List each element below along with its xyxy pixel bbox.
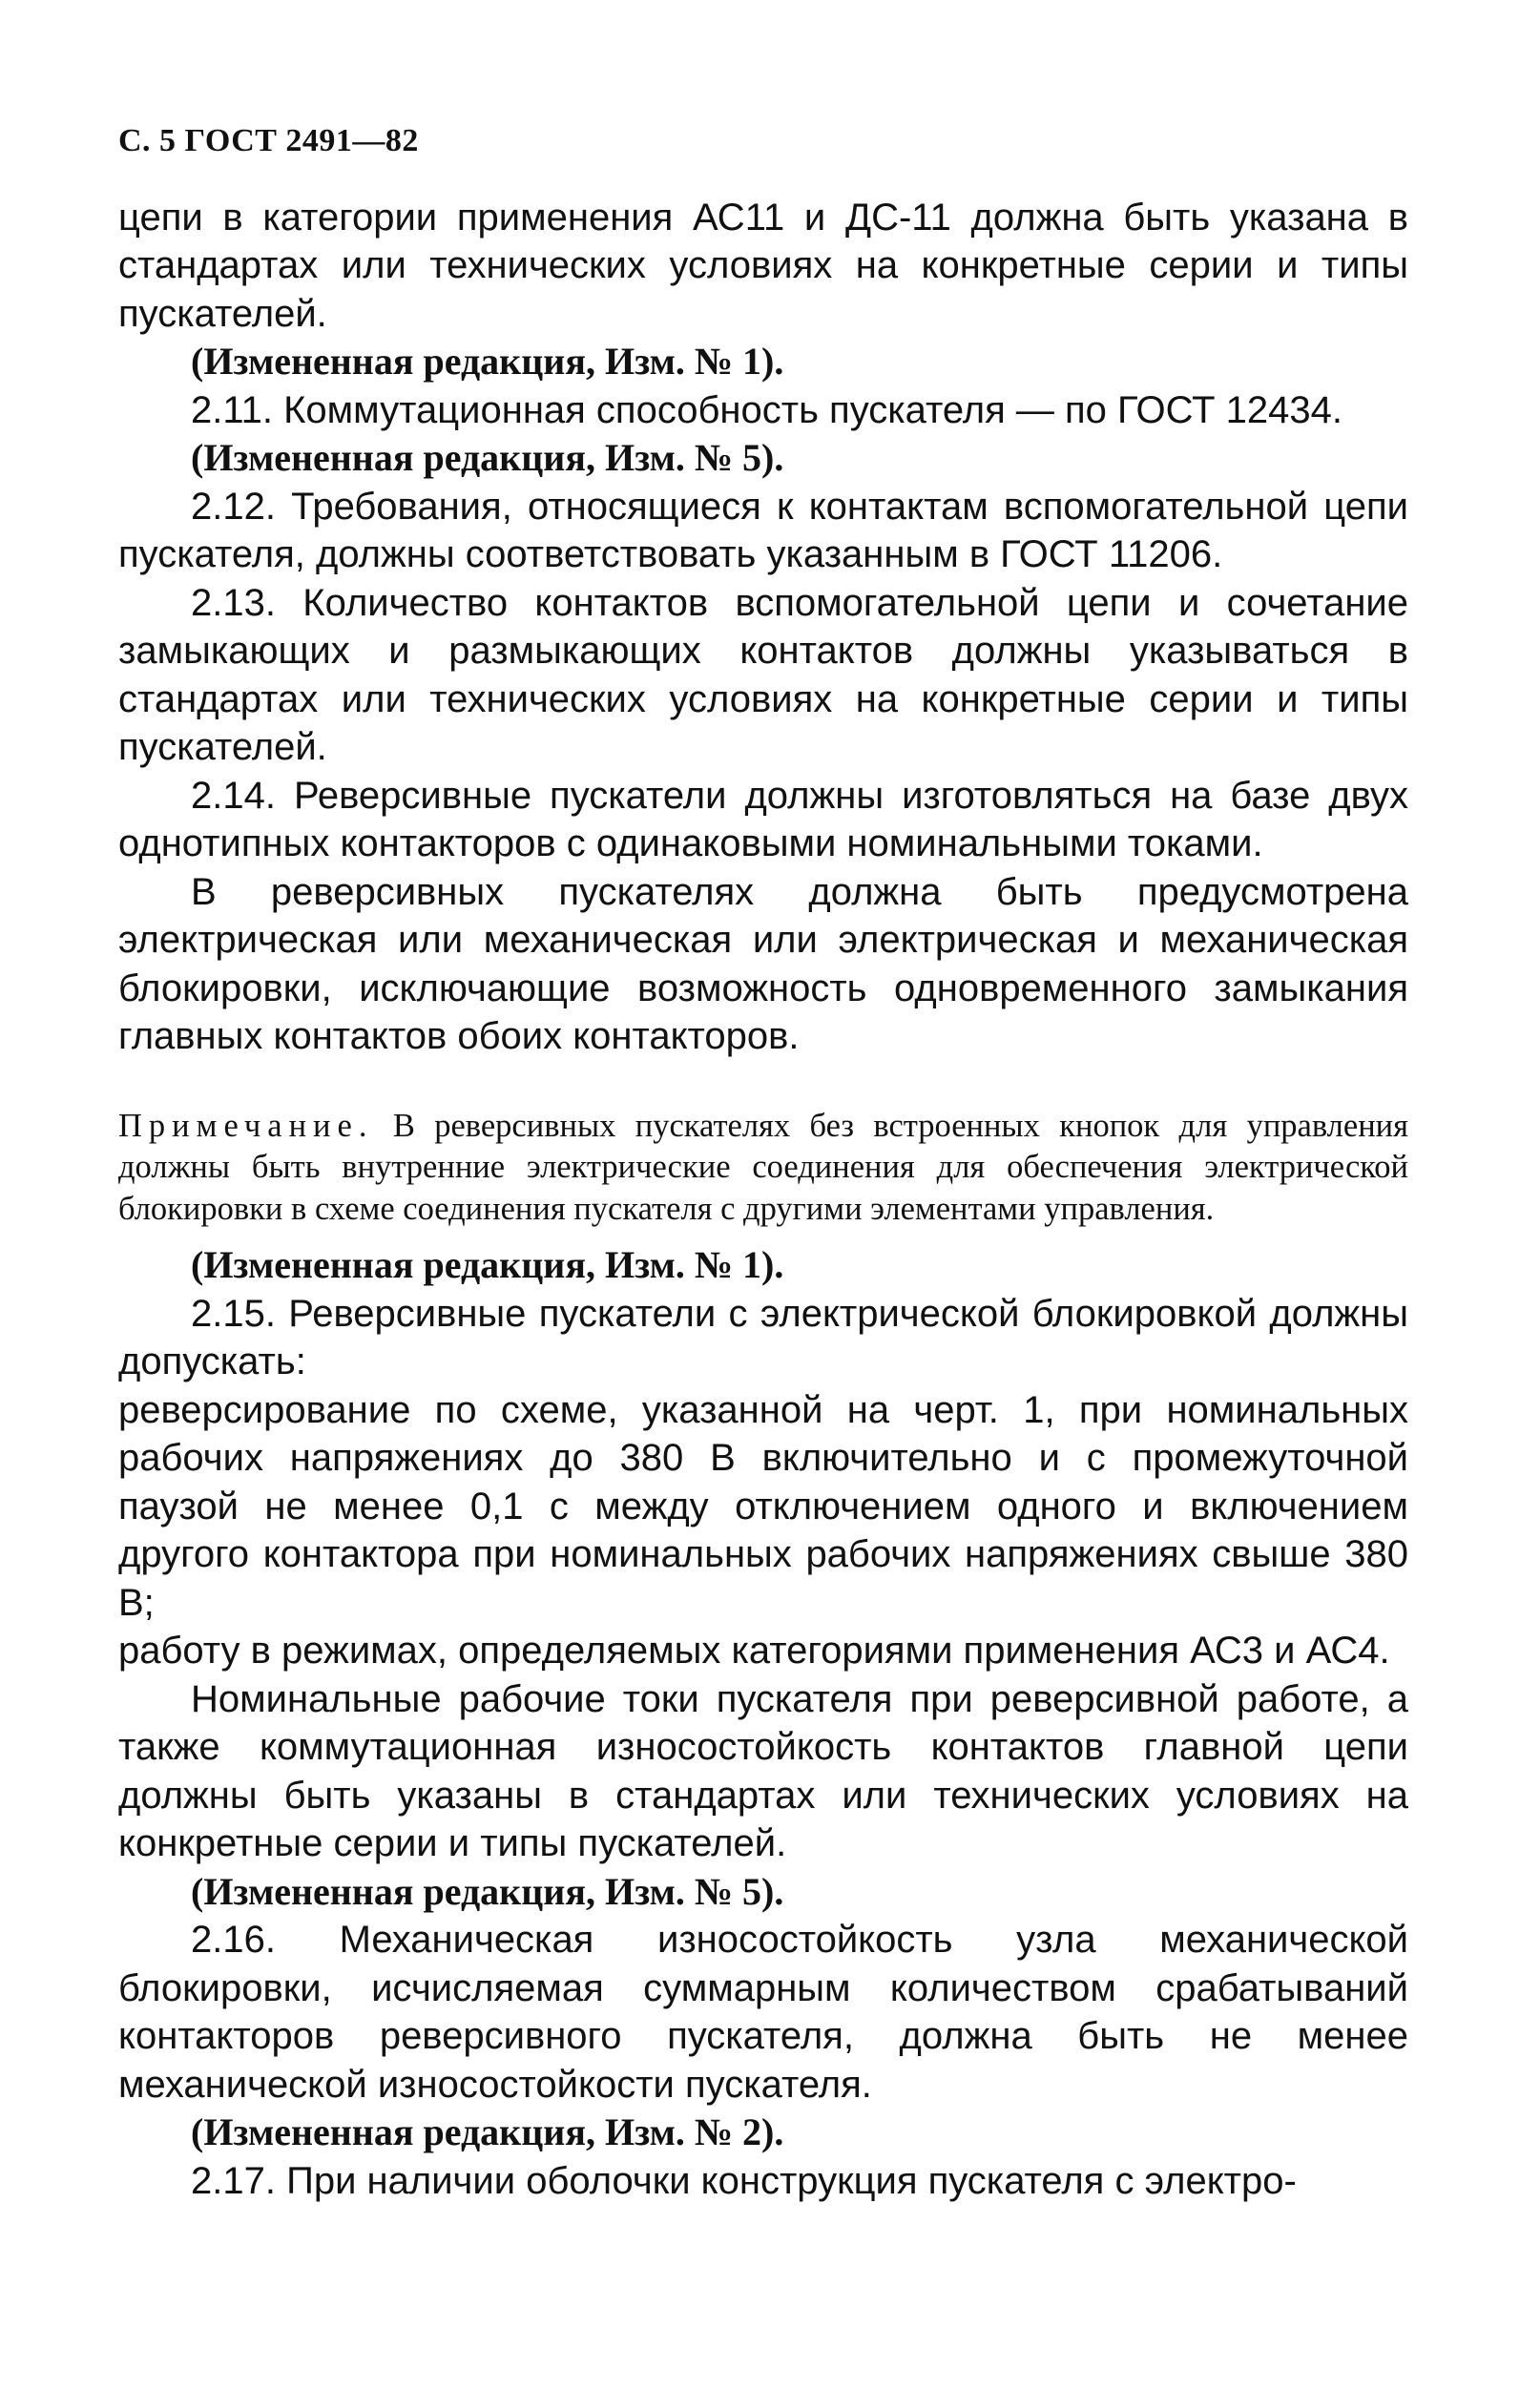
amendment-note-4: (Измененная редакция, Изм. № 5). [191, 1869, 784, 1913]
paragraph-2-17: 2.17. При наличии оболочки конструкция пускателя с электро- [191, 2159, 1297, 2202]
note-block [118, 1106, 1408, 1231]
paragraph-2-11: 2.11. Коммутационная способность пускателя — по ГОСТ 12434. [191, 388, 1343, 431]
paragraph-2-14-blocking: В реверсивных пускателях должна быть предусмотрена электрическая или механическая или электрическая и механическая блокировки, исключающие возможность одновременного замыкания главных контактов обоих контакторов. [118, 870, 1408, 1058]
paragraph-2-13: 2.13. Количество контактов вспомогательной цепи и сочетание замыкающих и размыкающих контактов должны указываться в стандартах или технических условиях на конкретные серии и типы пускателей. [118, 581, 1408, 769]
paragraph-2-15: 2.15. Реверсивные пускатели с электрической блокировкой должны допускать: [118, 1292, 1408, 1383]
note-text: В реверсивных пускателях без встроенных кнопок для управления должны быть внутренние электрические соединения для обеспечения электрической блокировки в схеме соединения пускателя с другими элементами управления. [118, 1107, 1408, 1227]
paragraph-2-14: 2.14. Реверсивные пускатели должны изготовляться на базе двух однотипных контакторов с одинаковыми номинальными токами. [118, 774, 1408, 865]
amendment-note-2: (Измененная редакция, Изм. № 5). [191, 436, 784, 480]
amendment-note-1: (Измененная редакция, Изм. № 1). [191, 340, 784, 384]
paragraph-2-12: 2.12. Требования, относящиеся к контактам вспомогательной цепи пускателя, должны соответствовать указанным в ГОСТ 11206. [118, 485, 1408, 576]
document-page [118, 122, 1408, 2205]
amendment-note-3: (Измененная редакция, Изм. № 1). [191, 1243, 784, 1287]
paragraph-2-15-currents: Номинальные рабочие токи пускателя при реверсивной работе, а также коммутационная износостойкость контактов главной цепи должны быть указаны в стандартах или технических условиях на конкретные серии и типы пускателей. [118, 1677, 1408, 1865]
note-label: Примечание. [118, 1107, 374, 1144]
paragraph-2-15-reversing: реверсирование по схеме, указанной на черт. 1, при номинальных рабочих напряжениях до 380 В включительно и с промежуточной паузой не менее 0,1 с между отключением одного и включением другого контактора при номинальных рабочих напряжениях свыше 380 В; [118, 1388, 1408, 1624]
paragraph-2-16: 2.16. Механическая износостойкость узла механической блокировки, исчисляемая суммарным количеством срабатываний контакторов реверсивного пускателя, должна быть не менее механической износостойкости пускателя. [118, 1919, 1408, 2106]
page-header: С. 5 ГОСТ 2491—82 [118, 123, 419, 158]
paragraph-2-15-modes: работу в режимах, определяемых категориями применения АС3 и АС4. [118, 1630, 1390, 1673]
amendment-note-5: (Измененная редакция, Изм. № 2). [191, 2110, 784, 2154]
paragraph-intro: цепи в категории применения АС11 и ДС-11 должна быть указана в стандартах или технических условиях на конкретные серии и типы пускателей. [118, 196, 1408, 335]
